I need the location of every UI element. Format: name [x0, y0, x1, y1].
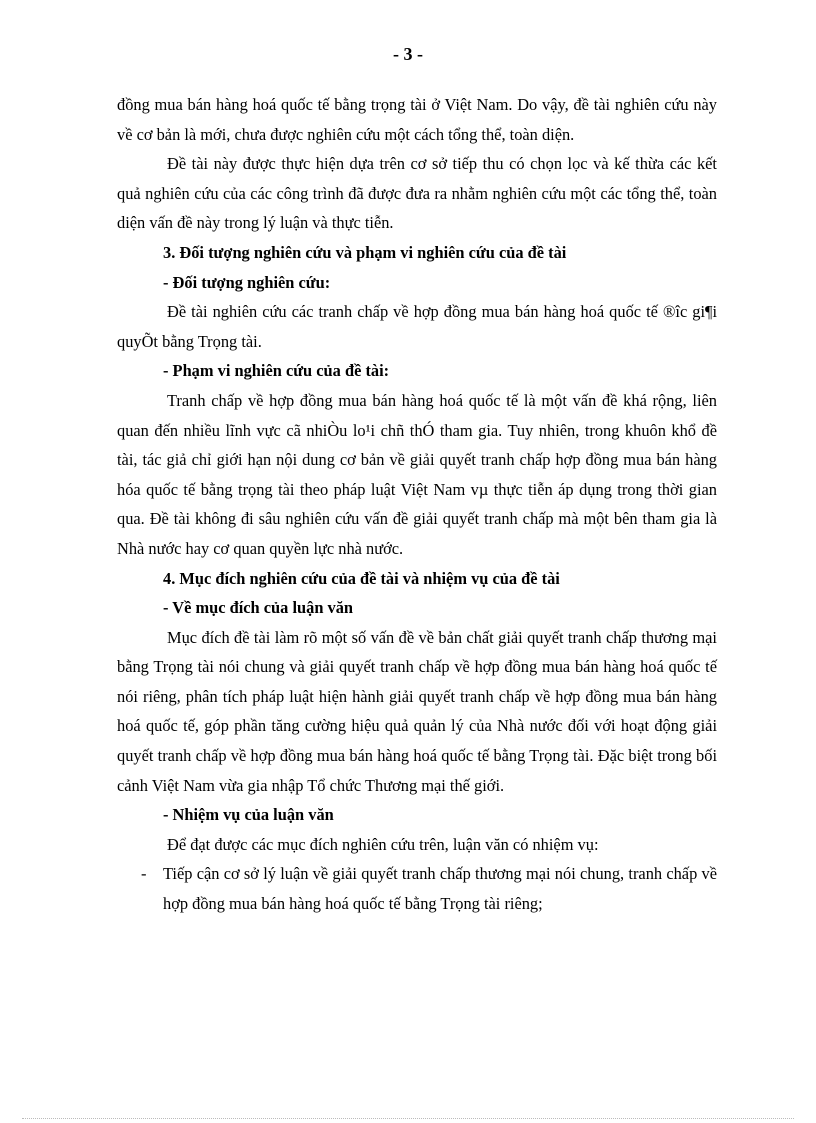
paragraph: Để đạt được các mục đích nghiên cứu trên, luận văn có nhiệm vụ:	[167, 834, 599, 854]
document-body	[117, 90, 717, 919]
bullet-dash: -	[141, 864, 147, 884]
list-item	[117, 859, 717, 918]
paragraph: Tranh chấp về hợp đồng mua bán hàng hoá quốc tế là một vấn đề khá rộng, liên quan đến nhiều lĩnh vực cã nhiÒu lo¹i chñ thÓ tham gia. Tuy nhiên, trong khuôn khổ đề tài, tác giả chỉ giới hạn nội dung cơ bản về giải quyết tranh chấp hợp đồng mua bán hàng hóa quốc tế bằng trọng tài theo pháp luật Việt Nam vµ thực tiễn áp dụng trong thời gian qua. Đề tài không đi sâu nghiên cứu vấn đề giải quyết tranh chấp mà một bên tham gia là Nhà nước hay cơ quan quyền lực nhà nước.	[117, 390, 717, 558]
section-heading-3: 3. Đối tượng nghiên cứu và phạm vi nghiên cứu của đề tài	[163, 242, 567, 262]
paragraph: Mục đích đề tài làm rõ một số vấn đề về bản chất giải quyết tranh chấp thương mại bằng Trọng tài nói chung và giải quyết tranh chấp về hợp đồng mua bán hàng hoá quốc tế nói riêng, phân tích pháp luật hiện hành giải quyết tranh chấp về hợp đồng mua bán hàng hoá quốc tế, góp phần tăng cường hiệu quả quản lý của Nhà nước đối với hoạt động giải quyết tranh chấp về hợp đồng mua bán hàng hoá quốc tế bằng Trọng tài. Đặc biệt trong bối cảnh Việt Nam vừa gia nhập Tổ chức Thương mại thế giới.	[117, 627, 717, 795]
paragraph: đồng mua bán hàng hoá quốc tế bằng trọng tài ở Việt Nam. Do vậy, đề tài nghiên cứu này về cơ bản là mới, chưa được nghiên cứu một cách tổng thể, toàn diện.	[117, 95, 717, 144]
list-item-text: Tiếp cận cơ sở lý luận về giải quyết tranh chấp thương mại nói chung, tranh chấp về hợp đồng mua bán hàng hoá quốc tế bằng Trọng tài riêng;	[163, 864, 717, 914]
subheading-research-scope: - Phạm vi nghiên cứu của đề tài:	[163, 361, 390, 381]
paragraph: Đề tài này được thực hiện dựa trên cơ sở tiếp thu có chọn lọc và kế thừa các kết quả nghiên cứu của các công trình đã được đưa ra nhằm nghiên cứu một các tổng thể, toàn diện vấn đề này trong lý luận và thực tiễn.	[117, 154, 717, 233]
paragraph: Đề tài nghiên cứu các tranh chấp về hợp đồng mua bán hàng hoá quốc tế ®îc gi¶i quyÕt bằng Trọng tài.	[117, 302, 717, 351]
subheading-tasks: - Nhiệm vụ của luận văn	[163, 805, 334, 825]
section-heading-4: 4. Mục đích nghiên cứu của đề tài và nhiệm vụ của đề tài	[163, 568, 560, 588]
subheading-research-object: - Đối tượng nghiên cứu:	[163, 272, 331, 292]
page-number: - 3 -	[393, 44, 423, 64]
subheading-purpose: - Về mục đích của luận văn	[163, 598, 354, 618]
page-bottom-divider	[22, 1118, 794, 1119]
